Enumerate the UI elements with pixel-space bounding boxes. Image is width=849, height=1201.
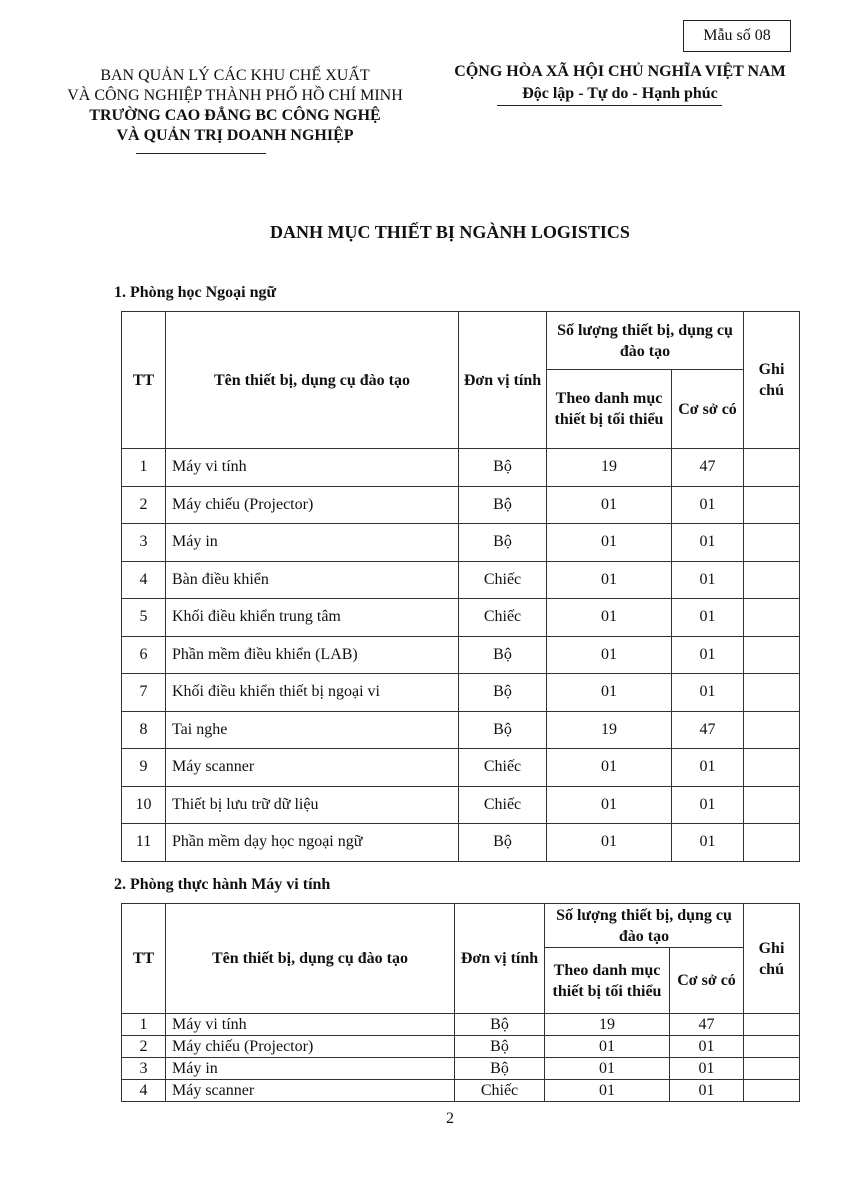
cell-name: Tai nghe <box>166 711 459 749</box>
table-row <box>122 824 800 862</box>
cell-minimum: 01 <box>547 599 672 637</box>
header-quantity-group: Số lượng thiết bị, dụng cụ đào tạo <box>545 904 744 948</box>
header-minimum: Theo danh mục thiết bị tối thiểu <box>547 370 672 449</box>
cell-name: Khối điều khiển thiết bị ngoại vi <box>166 674 459 712</box>
cell-tt: 3 <box>122 524 166 562</box>
cell-minimum: 19 <box>547 449 672 487</box>
cell-minimum: 01 <box>545 1080 670 1102</box>
header-available: Cơ sở có <box>670 948 744 1014</box>
cell-tt: 7 <box>122 674 166 712</box>
header-name: Tên thiết bị, dụng cụ đào tạo <box>166 904 455 1014</box>
cell-minimum: 19 <box>547 711 672 749</box>
cell-tt: 1 <box>122 449 166 487</box>
cell-note <box>744 449 800 487</box>
cell-available: 01 <box>670 1036 744 1058</box>
cell-note <box>744 786 800 824</box>
cell-minimum: 01 <box>547 674 672 712</box>
table-body <box>122 449 800 862</box>
table-row <box>122 674 800 712</box>
cell-available: 47 <box>670 1014 744 1036</box>
cell-available: 01 <box>672 824 744 862</box>
document-title: DANH MỤC THIẾT BỊ NGÀNH LOGISTICS <box>270 222 630 242</box>
cell-note <box>744 674 800 712</box>
cell-available: 01 <box>672 749 744 787</box>
cell-name: Thiết bị lưu trữ dữ liệu <box>166 786 459 824</box>
country-name: CỘNG HÒA XÃ HỘI CHỦ NGHĨA VIỆT NAM <box>454 63 786 80</box>
cell-minimum: 01 <box>547 486 672 524</box>
cell-note <box>744 524 800 562</box>
table-row <box>122 711 800 749</box>
table-row <box>122 749 800 787</box>
cell-available: 01 <box>670 1058 744 1080</box>
school-name-line-2: VÀ QUẢN TRỊ DOANH NGHIỆP <box>116 127 354 144</box>
table-row <box>122 636 800 674</box>
cell-minimum: 19 <box>545 1014 670 1036</box>
cell-minimum: 01 <box>547 636 672 674</box>
cell-minimum: 01 <box>547 824 672 862</box>
header-name: Tên thiết bị, dụng cụ đào tạo <box>166 312 459 449</box>
cell-note <box>744 824 800 862</box>
header-minimum: Theo danh mục thiết bị tối thiểu <box>545 948 670 1014</box>
cell-unit: Bộ <box>459 486 547 524</box>
page-number: 2 <box>446 1110 454 1127</box>
cell-unit: Bộ <box>455 1036 545 1058</box>
header-unit: Đơn vị tính <box>459 312 547 449</box>
cell-unit: Bộ <box>459 824 547 862</box>
table-row <box>122 786 800 824</box>
cell-tt: 1 <box>122 1014 166 1036</box>
cell-tt: 2 <box>122 1036 166 1058</box>
section-title: 2. Phòng thực hành Máy vi tính <box>114 876 331 893</box>
equipment-table-1 <box>121 311 800 862</box>
cell-available: 47 <box>672 449 744 487</box>
cell-tt: 10 <box>122 786 166 824</box>
cell-name: Bàn điều khiển <box>166 561 459 599</box>
motto: Độc lập - Tự do - Hạnh phúc <box>522 85 718 102</box>
authority-line-2: VÀ CÔNG NGHIỆP THÀNH PHỐ HỒ CHÍ MINH <box>67 87 403 104</box>
cell-note <box>744 749 800 787</box>
cell-available: 01 <box>672 636 744 674</box>
cell-name: Máy in <box>166 1058 455 1080</box>
cell-name: Máy in <box>166 524 459 562</box>
cell-name: Máy vi tính <box>166 1014 455 1036</box>
cell-available: 01 <box>672 599 744 637</box>
cell-available: 01 <box>672 524 744 562</box>
cell-unit: Chiếc <box>459 599 547 637</box>
cell-available: 01 <box>672 561 744 599</box>
cell-name: Phần mềm điều khiển (LAB) <box>166 636 459 674</box>
table-row <box>122 1080 800 1102</box>
national-motto <box>410 61 830 105</box>
table-row <box>122 561 800 599</box>
cell-unit: Chiếc <box>455 1080 545 1102</box>
cell-tt: 6 <box>122 636 166 674</box>
cell-note <box>744 486 800 524</box>
cell-unit: Bộ <box>455 1014 545 1036</box>
header-note: Ghi chú <box>744 312 800 449</box>
form-number-box: Mẫu số 08 <box>683 20 791 52</box>
cell-available: 01 <box>672 674 744 712</box>
cell-tt: 4 <box>122 1080 166 1102</box>
cell-unit: Bộ <box>459 524 547 562</box>
cell-name: Máy chiếu (Projector) <box>166 486 459 524</box>
table-body <box>122 1014 800 1102</box>
cell-name: Khối điều khiển trung tâm <box>166 599 459 637</box>
cell-available: 01 <box>670 1080 744 1102</box>
cell-name: Máy vi tính <box>166 449 459 487</box>
cell-note <box>744 1080 800 1102</box>
cell-available: 01 <box>672 786 744 824</box>
cell-name: Phần mềm dạy học ngoại ngữ <box>166 824 459 862</box>
issuing-authority <box>40 66 430 146</box>
table-row <box>122 1058 800 1080</box>
cell-available: 47 <box>672 711 744 749</box>
header-note: Ghi chú <box>744 904 800 1014</box>
cell-minimum: 01 <box>547 749 672 787</box>
table-row <box>122 449 800 487</box>
cell-unit: Chiếc <box>459 561 547 599</box>
table-row <box>122 1036 800 1058</box>
cell-minimum: 01 <box>545 1036 670 1058</box>
cell-unit: Bộ <box>455 1058 545 1080</box>
cell-unit: Chiếc <box>459 749 547 787</box>
cell-note <box>744 1036 800 1058</box>
left-header-underline <box>136 153 266 154</box>
cell-unit: Bộ <box>459 674 547 712</box>
cell-note <box>744 1014 800 1036</box>
cell-note <box>744 1058 800 1080</box>
cell-unit: Bộ <box>459 636 547 674</box>
school-name-line-1: TRƯỜNG CAO ĐẲNG BC CÔNG NGHỆ <box>89 107 381 124</box>
cell-tt: 4 <box>122 561 166 599</box>
motto-underline <box>497 105 722 106</box>
cell-minimum: 01 <box>547 786 672 824</box>
cell-note <box>744 599 800 637</box>
cell-name: Máy chiếu (Projector) <box>166 1036 455 1058</box>
header-tt: TT <box>122 904 166 1014</box>
cell-minimum: 01 <box>545 1058 670 1080</box>
cell-tt: 8 <box>122 711 166 749</box>
cell-tt: 11 <box>122 824 166 862</box>
cell-tt: 5 <box>122 599 166 637</box>
cell-available: 01 <box>672 486 744 524</box>
cell-tt: 3 <box>122 1058 166 1080</box>
cell-unit: Bộ <box>459 449 547 487</box>
cell-tt: 2 <box>122 486 166 524</box>
header-quantity-group: Số lượng thiết bị, dụng cụ đào tạo <box>547 312 744 370</box>
header-available: Cơ sở có <box>672 370 744 449</box>
cell-unit: Bộ <box>459 711 547 749</box>
table-row <box>122 486 800 524</box>
cell-note <box>744 561 800 599</box>
cell-minimum: 01 <box>547 524 672 562</box>
table-row <box>122 1014 800 1036</box>
cell-note <box>744 711 800 749</box>
cell-unit: Chiếc <box>459 786 547 824</box>
cell-name: Máy scanner <box>166 1080 455 1102</box>
table-row <box>122 599 800 637</box>
cell-tt: 9 <box>122 749 166 787</box>
equipment-table-2 <box>121 903 800 1102</box>
table-row <box>122 524 800 562</box>
authority-line-1: BAN QUẢN LÝ CÁC KHU CHẾ XUẤT <box>100 67 370 84</box>
header-tt: TT <box>122 312 166 449</box>
cell-note <box>744 636 800 674</box>
cell-name: Máy scanner <box>166 749 459 787</box>
header-unit: Đơn vị tính <box>455 904 545 1014</box>
cell-minimum: 01 <box>547 561 672 599</box>
section-title: 1. Phòng học Ngoại ngữ <box>114 284 277 301</box>
